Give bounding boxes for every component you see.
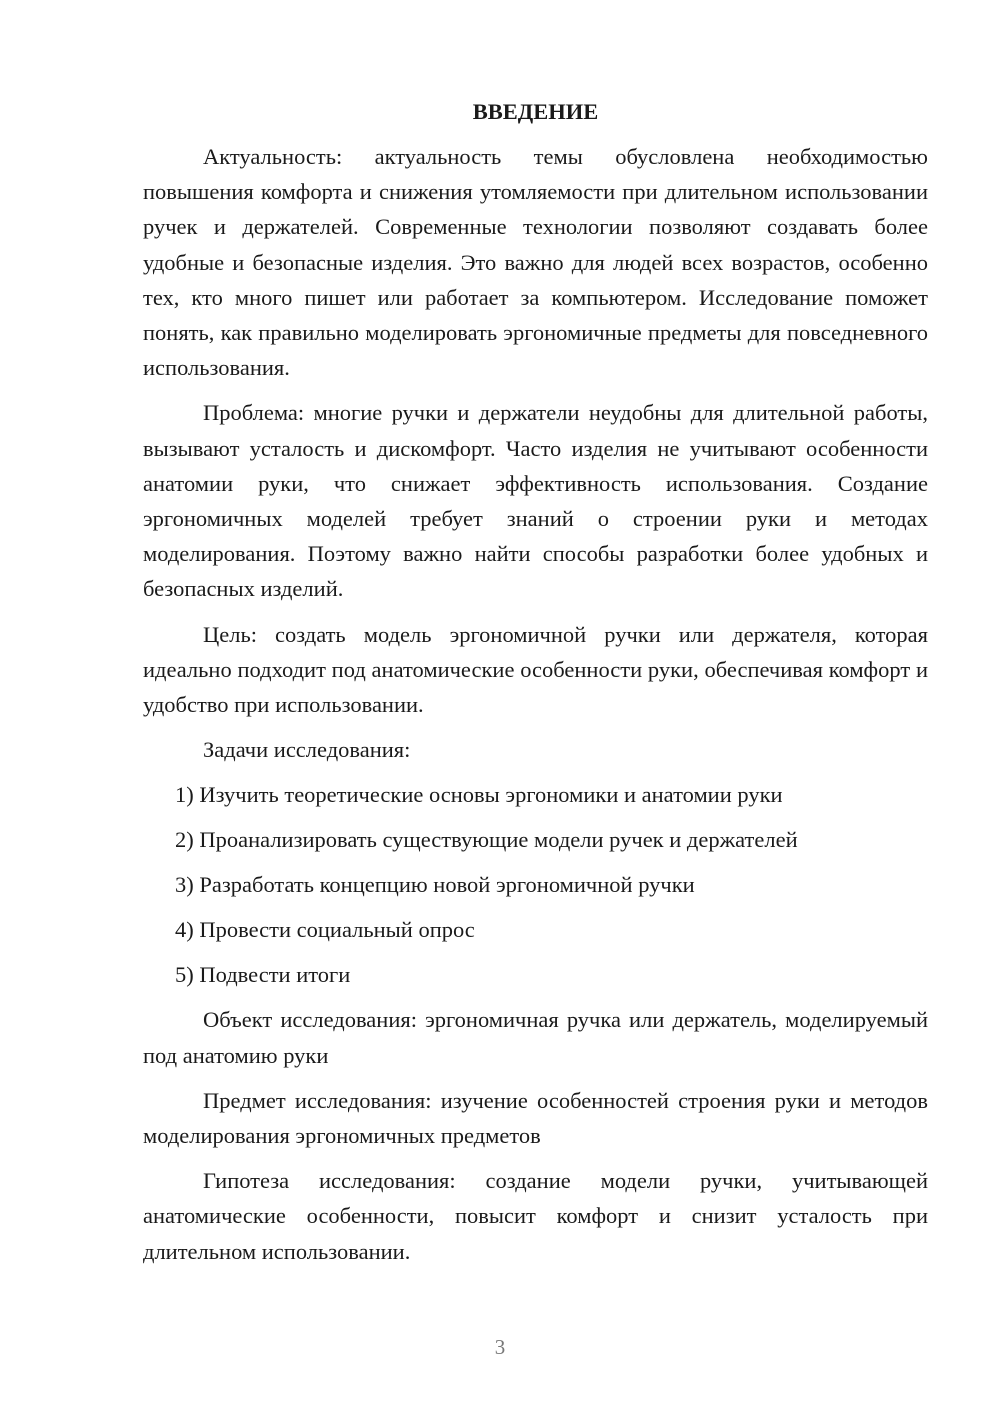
tasks-title: Задачи исследования:	[203, 737, 411, 763]
task-item: 2) Проанализировать существующие модели ручек и держателей	[175, 827, 798, 853]
task-item: 4) Провести социальный опрос	[175, 917, 475, 943]
problem-paragraph: Проблема: многие ручки и держатели неудобны для длительной работы, вызывают усталость и дискомфорт. Часто изделия не учитывают особенности анатомии руки, что снижает эффективность использования. Создание эргономичных моделей требует знаний о строении руки и методах моделирования. Поэтому важно найти способы разработки более удобных и безопасных изделий.	[143, 400, 928, 602]
task-item: 1) Изучить теоретические основы эргономики и анатомии руки	[175, 782, 783, 808]
page-heading: ВВЕДЕНИЕ	[472, 99, 599, 124]
page-number: 3	[494, 1335, 506, 1359]
page-content	[143, 94, 928, 1279]
object-paragraph: Объект исследования: эргономичная ручка или держатель, моделируемый под анатомию руки	[143, 1007, 928, 1068]
goal-paragraph: Цель: создать модель эргономичной ручки или держателя, которая идеально подходит под анатомические особенности руки, обеспечивая комфорт и удобство при использовании.	[143, 621, 928, 718]
task-item: 5) Подвести итоги	[175, 962, 351, 988]
task-item: 3) Разработать концепцию новой эргономичной ручки	[175, 872, 695, 898]
relevance-paragraph: Актуальность: актуальность темы обусловлена необходимостью повышения комфорта и снижения утомляемости при длительном использовании ручек и держателей. Современные технологии позволяют создавать более удобные и безопасные изделия. Это важно для людей всех возрастов, особенно тех, кто много пишет или работает за компьютером. Исследование поможет понять, как правильно моделировать эргономичные предметы для повседневного использования.	[143, 144, 928, 381]
hypothesis-paragraph: Гипотеза исследования: создание модели ручки, учитывающей анатомические особенности, повысит комфорт и снизит усталость при длительном использовании.	[143, 1168, 928, 1264]
subject-paragraph: Предмет исследования: изучение особенностей строения руки и методов моделирования эргономичных предметов	[143, 1087, 928, 1149]
tasks-list	[143, 777, 928, 992]
